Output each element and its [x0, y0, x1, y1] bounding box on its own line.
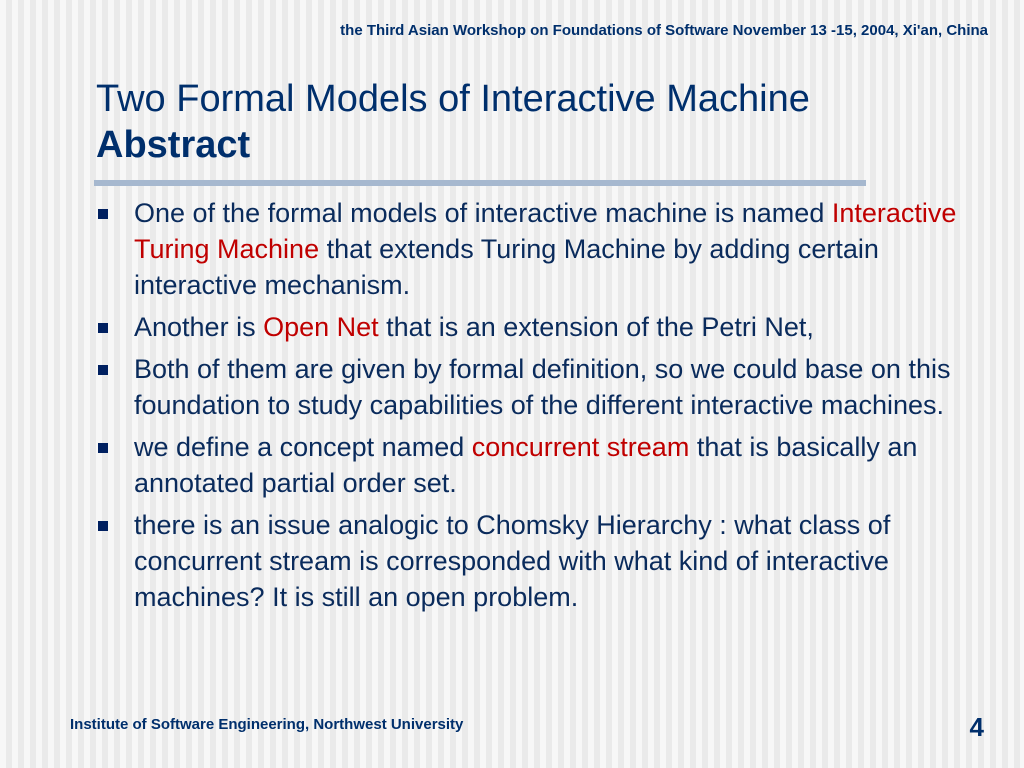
bullet-text: Another is: [134, 312, 264, 342]
conference-header: the Third Asian Workshop on Foundations of Software November 13 -15, 2004, Xi'an, China: [340, 22, 988, 39]
bullet-text: we define a concept named: [134, 432, 472, 462]
footer-institution: Institute of Software Engineering, Northwest University: [70, 716, 464, 733]
square-bullet-icon: [98, 365, 108, 375]
bullet-text: that is basically an annotated partial order set.: [134, 432, 918, 498]
bullet-text: there is an issue analogic to Chomsky Hierarchy : what class of concurrent stream is corresponded with what kind of interactive machines? It is still an open problem.: [134, 510, 891, 612]
square-bullet-icon: [98, 443, 108, 453]
bullet-item-2: [98, 309, 988, 345]
bullet-text: One of the formal models of interactive machine is named: [134, 198, 832, 228]
square-bullet-icon: [98, 209, 108, 219]
page-number: 4: [969, 712, 984, 742]
bullet-text: Both of them are given by formal definition, so we could base on this foundation to study capabilities of the different interactive machines.: [134, 354, 951, 420]
bullet-item-4: [98, 429, 988, 501]
bullet-list: [98, 195, 988, 621]
highlight-term: Interactive Turing Machine: [134, 198, 957, 264]
slide-subtitle: Abstract: [96, 124, 251, 166]
highlight-term: concurrent stream: [471, 432, 690, 462]
title-divider: [94, 180, 866, 186]
bullet-text: that is an extension of the Petri Net,: [378, 312, 814, 342]
bullet-item-1: [98, 195, 988, 303]
bullet-item-5: [98, 507, 988, 615]
square-bullet-icon: [98, 521, 108, 531]
slide-title-main: Two Formal Models of Interactive Machine: [96, 78, 810, 120]
slide-title: [96, 76, 810, 168]
square-bullet-icon: [98, 323, 108, 333]
highlight-term: Open Net: [263, 312, 379, 342]
bullet-text: that extends Turing Machine by adding certain interactive mechanism.: [134, 234, 879, 300]
bullet-item-3: [98, 351, 988, 423]
